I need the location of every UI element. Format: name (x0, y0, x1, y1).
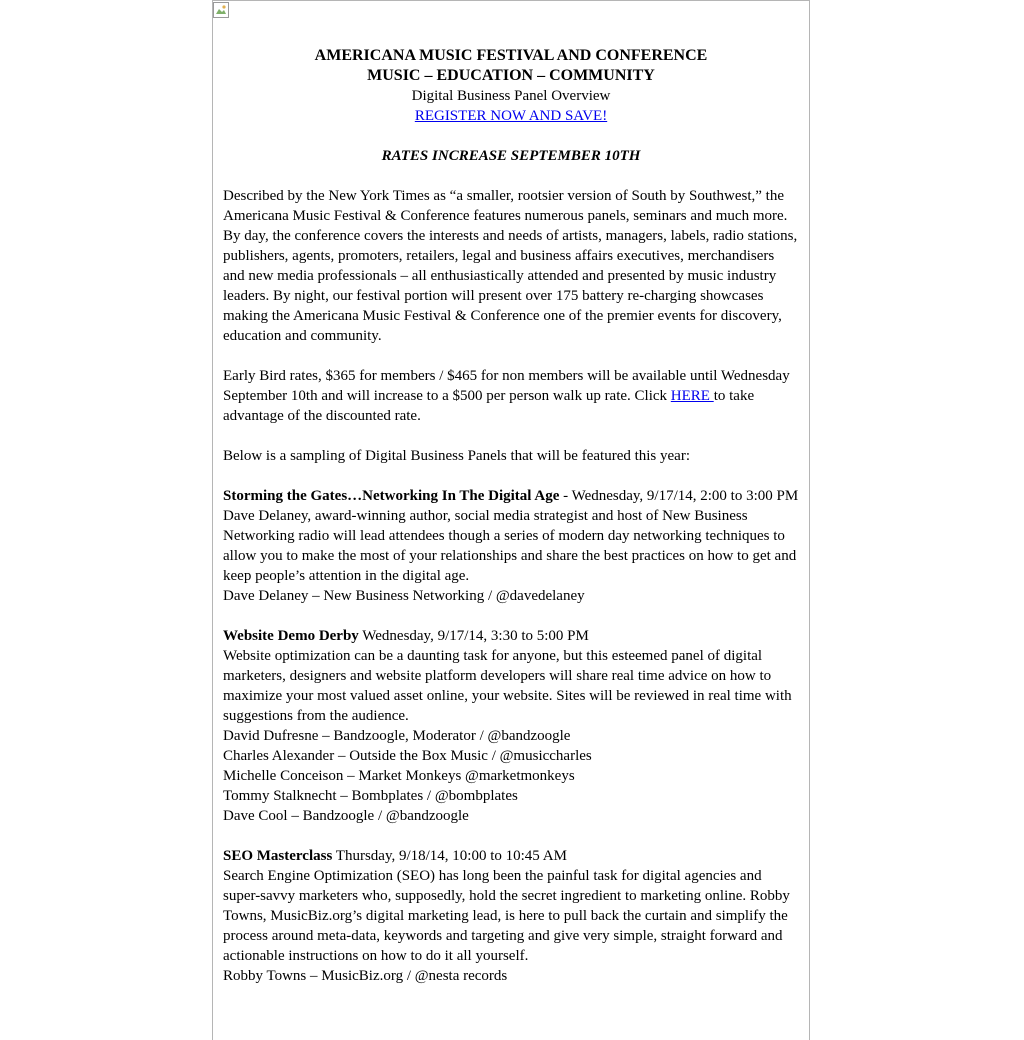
panel-schedule: Wednesday, 9/17/14, 3:30 to 5:00 PM (358, 628, 589, 644)
broken-image-icon (213, 2, 229, 18)
panel-speaker: Tommy Stalknecht – Bombplates / @bombplates (223, 788, 518, 804)
panel-speaker: Michelle Conceison – Market Monkeys @marketmonkeys (223, 768, 575, 784)
panel-storming-the-gates (223, 486, 799, 606)
panel-title: Storming the Gates…Networking In The Digital Age (223, 488, 560, 504)
panel-speaker: Charles Alexander – Outside the Box Music / @musiccharles (223, 748, 592, 764)
rates-increase-notice: RATES INCREASE SEPTEMBER 10TH (381, 148, 641, 164)
panel-seo-masterclass (223, 846, 799, 986)
festival-tagline: MUSIC – EDUCATION – COMMUNITY (367, 67, 655, 84)
panel-speaker: Robby Towns – MusicBiz.org / @nesta records (223, 968, 508, 984)
panel-speaker: Dave Delaney – New Business Networking / @davedelaney (223, 588, 585, 604)
panel-overview-subtitle: Digital Business Panel Overview (411, 88, 611, 104)
panel-description: Search Engine Optimization (SEO) has long been the painful task for digital agencies and super-savvy marketers who, supposedly, hold the secret ingredient to marketing online. Robby Towns, MusicBiz.org’s digital marketing lead, is here to pull back the curtain and simplify the process around meta-data, keywords and targeting and give very simple, straight forward and actionable instructions on how to do it all yourself. (223, 868, 790, 964)
panel-description: Website optimization can be a daunting task for anyone, but this esteemed panel of digital marketers, designers and website platform developers will share real time advice on how to maximize your most valued asset online, your website. Sites will be reviewed in real time with suggestions from the audience. (223, 648, 792, 724)
panel-speaker: David Dufresne – Bandzoogle, Moderator / @bandzoogle (223, 728, 571, 744)
festival-title: AMERICANA MUSIC FESTIVAL AND CONFERENCE (314, 47, 708, 64)
rates-text: Early Bird rates, $365 for members / $465 for non members will be available until Wednesday September 10th and will increase to a $500 per person walk up rate. Click (223, 368, 790, 404)
panel-title: Website Demo Derby (223, 628, 359, 644)
rates-paragraph (223, 366, 799, 426)
intro-paragraph: Described by the New York Times as “a smaller, rootsier version of South by Southwest,” the Americana Music Festival & Conference features numerous panels, seminars and much more. By day, the conference covers the interests and needs of artists, managers, labels, radio stations, publishers, agents, promoters, retailers, legal and business affairs executives, merchandisers and new media professionals – all enthusiastically attended and presented by music industry leaders. By night, our festival portion will present over 175 battery re-charging showcases making the Americana Music Festival & Conference one of the premier events for discovery, education and community. (223, 188, 798, 344)
panel-description: Dave Delaney, award-winning author, social media strategist and host of New Business Networking radio will lead attendees though a series of modern day networking techniques to allow you to make the most of your relationships and share the best practices on how to get and keep people’s attention in the digital age. (223, 508, 797, 584)
panel-schedule: - Wednesday, 9/17/14, 2:00 to 3:00 PM (559, 488, 799, 504)
discount-here-link[interactable]: HERE (670, 388, 714, 404)
panel-website-demo-derby (223, 626, 799, 826)
email-body (223, 46, 799, 986)
header-block (223, 46, 799, 166)
rates-text-after: to take advantage of the discounted rate. (223, 388, 755, 424)
sampling-intro: Below is a sampling of Digital Business Panels that will be featured this year: (223, 448, 690, 464)
register-link[interactable]: REGISTER NOW AND SAVE! (414, 108, 608, 124)
panel-schedule: Thursday, 9/18/14, 10:00 to 10:45 AM (332, 848, 567, 864)
panel-speaker: Dave Cool – Bandzoogle / @bandzoogle (223, 808, 469, 824)
panel-title: SEO Masterclass (223, 848, 333, 864)
